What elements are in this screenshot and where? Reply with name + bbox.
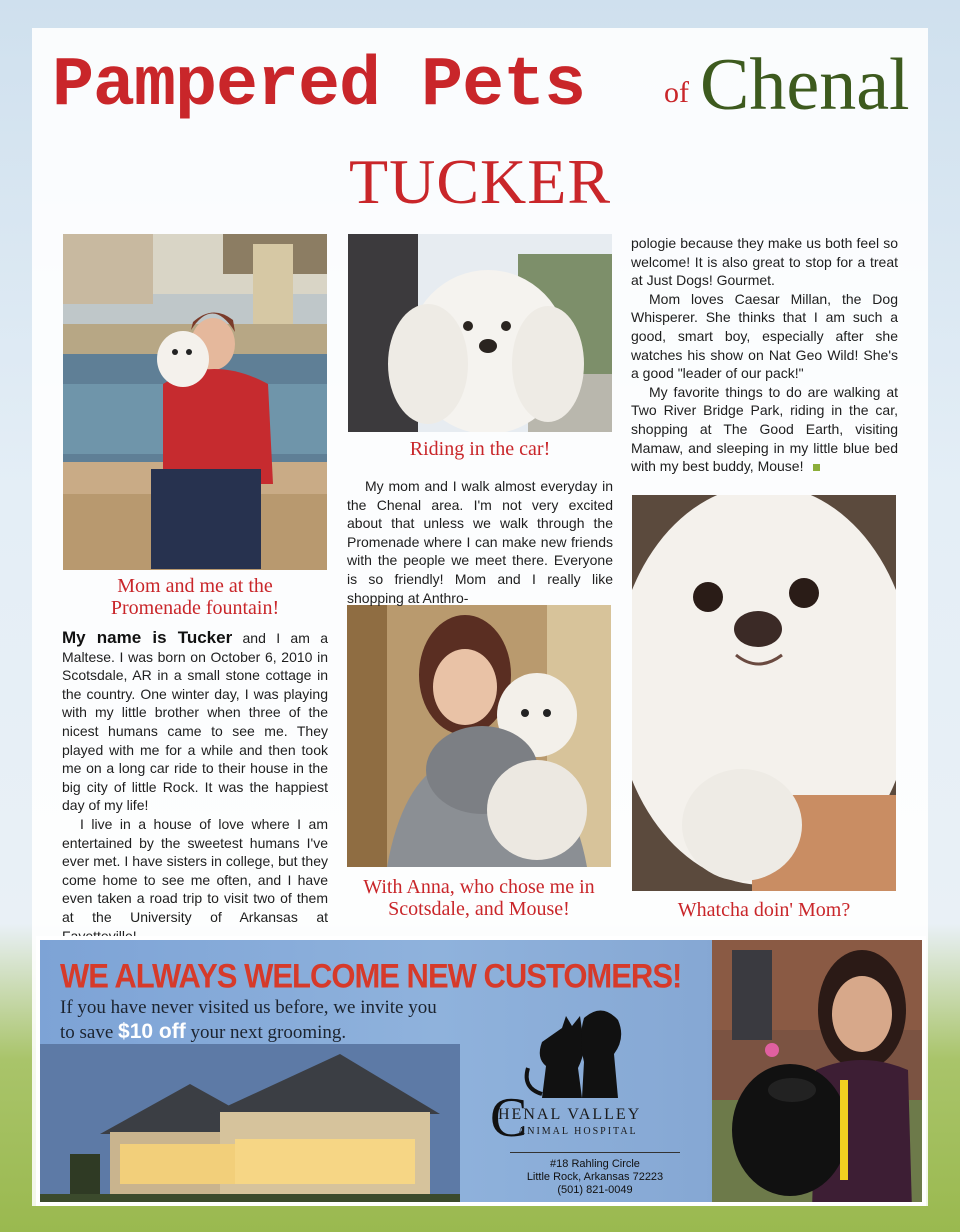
address-divider bbox=[510, 1152, 680, 1153]
caption-closeup: Whatcha doin' Mom? bbox=[677, 899, 851, 921]
masthead-of: of bbox=[664, 76, 689, 109]
story-p1: and I am a Maltese. I was born on October 6, 2010 in Scotsdale, AR in a small stone cottage in the country. One winter day, I was playing with my little brother when three of the nicest humans came to see me. They played with me for a while and then took me on a long car ride to their house in the big city of little Rock. It was the happiest day of my life! bbox=[62, 630, 328, 814]
cat-dog-logo-icon bbox=[522, 998, 632, 1108]
ad-banner[interactable] bbox=[36, 936, 926, 1206]
address-line2: Little Rock, Arkansas 72223 bbox=[526, 1171, 664, 1183]
story-p3: My mom and I walk almost everyday in the Chenal area. I'm not very excited about that unless we walk through the Promenade where I can make new friends with the people we meet there. Everyone is so friendly! Mom and I really like shopping at Anthro- bbox=[347, 478, 613, 606]
hospital-name: HENAL VALLEY bbox=[498, 1106, 642, 1123]
ad-subtext bbox=[60, 996, 437, 1045]
masthead-chenal: Chenal bbox=[700, 44, 910, 126]
story-column-3 bbox=[631, 234, 898, 476]
ad-groomer-photo bbox=[712, 940, 926, 1206]
story-p2: I live in a house of love where I am entertained by the sweetest humans I've ever met. I have sisters in college, but they come home to see me often, and I have even taken a road trip to visit two of them at the University of Arkansas at bbox=[62, 815, 328, 925]
caption-fountain: Mom and me at the Promenade fountain! bbox=[110, 575, 280, 619]
caption-car: Riding in the car! bbox=[409, 438, 551, 460]
story-p5: My favorite things to do are walking at Two River Bridge Park, riding in the car, shopping at The Good Earth, visiting Mamaw, and sleeping in my little blue bed with my best buddy, Mouse! bbox=[631, 383, 898, 475]
ad-offer: $10 off bbox=[118, 1020, 186, 1043]
ad-house-photo bbox=[40, 1044, 460, 1206]
ad-headline: WE ALWAYS WELCOME NEW CUSTOMERS! bbox=[60, 956, 682, 996]
photo-closeup bbox=[632, 495, 896, 891]
ad-subtext-pre: to save bbox=[60, 1022, 119, 1043]
story-p3-continued: pologie because they make us both feel so welcome! It is also great to stop for a treat at Just Dogs! Gourmet. bbox=[631, 235, 898, 289]
hospital-c-mark: C bbox=[490, 1087, 528, 1149]
photo-fountain bbox=[63, 234, 327, 570]
story-column-1 bbox=[62, 629, 328, 945]
phone-number[interactable]: (501) 821-0049 bbox=[557, 1184, 633, 1196]
address-line1: #18 Rahling Circle bbox=[550, 1158, 640, 1170]
ad-subtext-line1: If you have never visited us before, we invite you bbox=[60, 997, 437, 1018]
end-mark-icon bbox=[813, 464, 820, 471]
caption-anna: With Anna, who chose me in Scotsdale, and Mouse! bbox=[363, 876, 595, 920]
masthead bbox=[52, 44, 912, 128]
article-headline: TUCKER bbox=[349, 146, 611, 217]
photo-car bbox=[348, 234, 612, 432]
hospital-address bbox=[490, 1158, 700, 1197]
story-p4: Mom loves Caesar Millan, the Dog Whisperer. She thinks that I am such a good, smart boy, especially after she watches his show on Nat Geo Wild! She's a good "leader of our pack!" bbox=[631, 290, 898, 382]
hospital-subtitle: ANIMAL HOSPITAL bbox=[518, 1126, 638, 1137]
story-lead: My name is Tucker bbox=[62, 628, 233, 647]
ad-subtext-post: your next grooming. bbox=[185, 1022, 347, 1043]
photo-anna bbox=[347, 605, 611, 867]
story-column-2 bbox=[347, 477, 613, 607]
masthead-pampered-pets: Pampered Pets bbox=[52, 47, 586, 126]
